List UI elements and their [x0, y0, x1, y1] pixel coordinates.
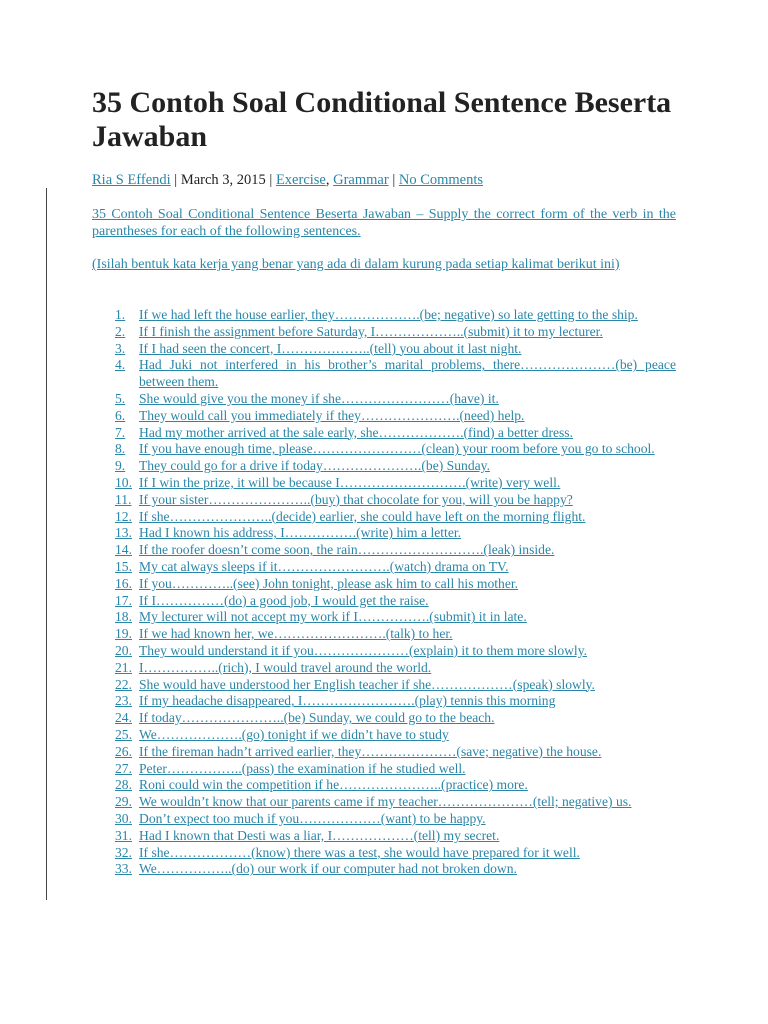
list-item[interactable]: [92, 861, 676, 878]
article-title: 35 Contoh Soal Conditional Sentence Beserta Jawaban: [92, 86, 672, 153]
question-list: [92, 307, 676, 878]
question-text: We wouldn’t know that our parents came if my teacher…………………(tell; negative) us.: [139, 794, 632, 810]
list-item[interactable]: [92, 441, 676, 458]
list-item[interactable]: [92, 391, 676, 408]
list-item[interactable]: [92, 643, 676, 660]
list-item[interactable]: [92, 341, 676, 358]
question-number: 19.: [115, 626, 132, 642]
list-item[interactable]: [92, 425, 676, 442]
question-text: She would have understood her English teacher if she………………(speak) slowly.: [139, 676, 595, 692]
question-number: 28.: [115, 777, 132, 793]
list-item[interactable]: [92, 542, 676, 559]
question-text: If I had seen the concert, I………………..(tell) you about it last night.: [139, 340, 522, 356]
question-number: 15.: [115, 558, 132, 574]
list-item[interactable]: [92, 626, 676, 643]
question-number: 1.: [115, 307, 126, 322]
list-item[interactable]: [92, 492, 676, 509]
question-text: If the fireman hadn’t arrived earlier, they…………………(save; negative) the house.: [139, 743, 602, 759]
question-text: Peter……………..(pass) the examination if he studied well.: [139, 760, 466, 776]
intro-instruction[interactable]: 35 Contoh Soal Conditional Sentence Beserta Jawaban – Supply the correct form of the verb in the parentheses for each of the following sentences.: [92, 207, 676, 239]
comments-link[interactable]: No Comments: [398, 172, 484, 188]
question-text: They could go for a drive if today………………….(be) Sunday.: [139, 458, 490, 474]
question-text: My lecturer will not accept my work if I…………….(submit) it in late.: [139, 609, 527, 625]
list-item[interactable]: [92, 408, 676, 425]
question-text: If she………………(know) there was a test, she would have prepared for it well.: [139, 844, 580, 860]
question-text: Had I known that Desti was a liar, I………………(tell) my secret.: [139, 827, 500, 843]
question-number: 25.: [115, 726, 132, 742]
question-text: If your sister…………………..(buy) that chocolate for you, will you be happy?: [139, 491, 573, 507]
question-number: 11.: [115, 491, 132, 507]
question-number: 2.: [115, 323, 126, 339]
list-item[interactable]: [92, 677, 676, 694]
question-text: If we had left the house earlier, they……………….(be; negative) so late getting to the ship.: [139, 307, 638, 322]
question-number: 32.: [115, 844, 132, 860]
question-number: 12.: [115, 508, 132, 524]
question-text: We……………….(go) tonight if we didn’t have to study: [139, 726, 449, 742]
question-text: I……………..(rich), I would travel around the world.: [139, 659, 432, 675]
question-text: If she…………………..(decide) earlier, she could have left on the morning flight.: [139, 508, 586, 524]
meta-separator: |: [388, 172, 399, 188]
category-link-exercise[interactable]: Exercise: [275, 172, 326, 188]
list-item[interactable]: [92, 576, 676, 593]
question-number: 14.: [115, 542, 132, 558]
question-number: 22.: [115, 676, 132, 692]
list-item[interactable]: [92, 693, 676, 710]
list-item[interactable]: [92, 324, 676, 341]
list-item[interactable]: [92, 845, 676, 862]
list-item[interactable]: [92, 593, 676, 610]
list-item[interactable]: [92, 811, 676, 828]
question-text: If I……………(do) a good job, I would get the raise.: [139, 592, 429, 608]
question-number: 33.: [115, 861, 132, 877]
question-text: Don’t expect too much if you………………(want) to be happy.: [139, 810, 486, 826]
list-item[interactable]: [92, 458, 676, 475]
list-item[interactable]: [92, 660, 676, 677]
question-text: If we had known her, we…………………….(talk) to her.: [139, 626, 453, 642]
question-number: 6.: [115, 407, 126, 423]
left-border-rule: [46, 188, 47, 900]
question-number: 5.: [115, 390, 126, 406]
meta-separator: |: [265, 172, 276, 188]
question-text: If the roofer doesn’t come soon, the rain……………………….(leak) inside.: [139, 542, 555, 558]
question-text: If today…………………..(be) Sunday, we could go to the beach.: [139, 710, 495, 726]
intro-translation[interactable]: (Isilah bentuk kata kerja yang benar yang ada di dalam kurung pada setiap kalimat berikut ini): [92, 257, 620, 272]
question-number: 20.: [115, 642, 132, 658]
question-text: If my headache disappeared, I…………………….(play) tennis this morning: [139, 693, 556, 709]
question-text: Had Juki not interfered in his brother’s marital problems, there…………………(be) peace between them.: [139, 357, 676, 390]
question-number: 17.: [115, 592, 132, 608]
category-link-grammar[interactable]: Grammar: [333, 172, 389, 188]
question-number: 3.: [115, 340, 126, 356]
list-item[interactable]: [92, 609, 676, 626]
list-item[interactable]: [92, 744, 676, 761]
list-item[interactable]: [92, 525, 676, 542]
list-item[interactable]: [92, 777, 676, 794]
question-text: Had I known his address, I…………….(write) him a letter.: [139, 525, 462, 541]
question-number: 9.: [115, 458, 126, 474]
question-text: She would give you the money if she……………………(have) it.: [139, 390, 499, 406]
question-number: 30.: [115, 810, 132, 826]
author-link[interactable]: Ria S Effendi: [92, 172, 171, 188]
question-number: 13.: [115, 525, 132, 541]
meta-separator: |: [170, 172, 181, 188]
question-number: 31.: [115, 827, 132, 843]
list-item[interactable]: [92, 559, 676, 576]
question-number: 24.: [115, 710, 132, 726]
question-text: If you have enough time, please……………………(clean) your room before you go to school.: [139, 441, 655, 457]
question-number: 10.: [115, 474, 132, 490]
question-number: 23.: [115, 693, 132, 709]
list-item[interactable]: [92, 727, 676, 744]
list-item[interactable]: [92, 307, 676, 324]
list-item[interactable]: [92, 357, 676, 391]
meta-comma: ,: [325, 172, 334, 188]
question-text: They would understand it if you…………………(explain) it to them more slowly.: [139, 642, 588, 658]
question-number: 18.: [115, 609, 132, 625]
question-number: 21.: [115, 659, 132, 675]
article-meta: [92, 171, 712, 189]
list-item[interactable]: [92, 710, 676, 727]
list-item[interactable]: [92, 509, 676, 526]
question-number: 8.: [115, 441, 126, 457]
list-item[interactable]: [92, 475, 676, 492]
question-number: 27.: [115, 760, 132, 776]
question-number: 29.: [115, 794, 132, 810]
list-item[interactable]: [92, 828, 676, 845]
question-text: We……………..(do) our work if our computer had not broken down.: [139, 861, 517, 877]
question-number: 16.: [115, 575, 132, 591]
question-number: 7.: [115, 424, 126, 440]
question-number: 26.: [115, 743, 132, 759]
question-text: They would call you immediately if they………………….(need) help.: [139, 407, 525, 423]
question-text: If you…………..(see) John tonight, please ask him to call his mother.: [139, 575, 519, 591]
list-item[interactable]: [92, 761, 676, 778]
question-text: Had my mother arrived at the sale early, she……………….(find) a better dress.: [139, 424, 573, 440]
post-date: March 3, 2015: [180, 172, 266, 188]
list-item[interactable]: [92, 794, 676, 811]
question-text: My cat always sleeps if it…………………….(watch) drama on TV.: [139, 558, 509, 574]
question-text: If I win the prize, it will be because I……………………….(write) very well.: [139, 474, 561, 490]
question-number: 4.: [115, 357, 126, 373]
question-text: If I finish the assignment before Saturday, I………………..(submit) it to my lecturer.: [139, 323, 603, 339]
question-text: Roni could win the competition if he…………………..(practice) more.: [139, 777, 528, 793]
